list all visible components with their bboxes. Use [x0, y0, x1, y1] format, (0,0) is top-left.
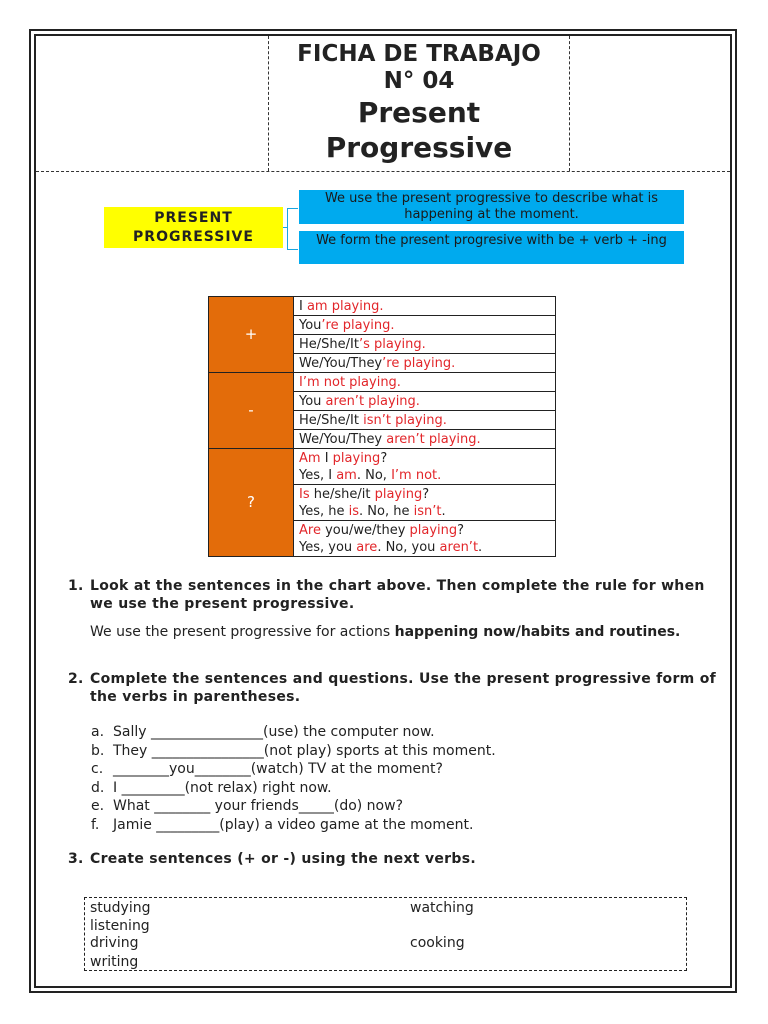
item-text: What ________ your friends_____(do) now? — [113, 798, 404, 814]
cell-highlight: am — [336, 467, 357, 483]
cell-highlight: ’re playing. — [382, 355, 456, 371]
concept-label — [104, 207, 283, 248]
table-row — [209, 449, 556, 485]
exercise-number: 1. — [68, 578, 84, 594]
exercise-text: Complete the sentences and questions. Use the present progressive form of the verbs in parentheses. — [90, 671, 717, 705]
list-item — [91, 723, 496, 742]
cell-text: You — [299, 317, 322, 333]
cell-text: We/You/They — [299, 431, 387, 447]
cell-highlight: Am — [299, 450, 321, 466]
verb-box — [84, 897, 687, 971]
cell-highlight: ’re playing. — [321, 317, 395, 333]
positive-sign: + — [209, 297, 294, 373]
cell-text: . — [478, 539, 483, 555]
cell-text: . No, you — [377, 539, 440, 555]
title-line-1: FICHA DE TRABAJO — [297, 41, 541, 67]
cell-text: Yes, I — [299, 467, 337, 483]
cell-highlight: playing — [332, 450, 381, 466]
cell-highlight: I’m not. — [391, 467, 442, 483]
table-cell — [294, 521, 556, 557]
item-letter: d. — [91, 779, 105, 796]
exercise-text: Create sentences (+ or -) using the next verbs. — [90, 851, 476, 867]
verb-listening: listening — [90, 918, 150, 934]
cell-highlight: aren’t playing. — [325, 393, 420, 409]
list-item — [91, 816, 496, 835]
concept-use-box: We use the present progressive to describe what is happening at the moment. — [299, 190, 684, 224]
item-letter: f. — [91, 816, 100, 833]
question-sign: ? — [209, 449, 294, 557]
title-line-3: Present — [357, 96, 481, 129]
table-cell — [294, 392, 556, 411]
cell-text: We/You/They — [299, 355, 383, 371]
table-cell — [294, 335, 556, 354]
exercise-2-items — [91, 723, 496, 834]
cell-highlight: playing — [409, 522, 458, 538]
item-text: Jamie _________(play) a video game at the moment. — [113, 816, 474, 833]
list-item — [91, 760, 496, 779]
table-cell — [294, 430, 556, 449]
cell-highlight: isn’t playing. — [363, 412, 447, 428]
worksheet-title — [269, 36, 569, 165]
item-letter: b. — [91, 742, 105, 759]
cell-text: I — [299, 298, 307, 314]
verb-driving: driving — [90, 935, 139, 951]
table-cell — [294, 411, 556, 430]
exercise-number: 3. — [68, 851, 84, 867]
cell-text: Yes, you — [299, 539, 357, 555]
item-text: Sally ________________(use) the computer now. — [113, 724, 435, 740]
header-divider-bottom — [36, 171, 730, 172]
cell-highlight: isn’t — [413, 503, 442, 519]
rule-answer: happening now/habits and routines. — [394, 624, 681, 640]
rule-text: We use the present progressive for actions — [90, 624, 395, 640]
cell-highlight: aren’t — [439, 539, 479, 555]
exercise-number: 2. — [68, 671, 84, 687]
item-letter: a. — [91, 724, 105, 740]
table-cell — [294, 354, 556, 373]
cell-highlight: are — [356, 539, 378, 555]
cell-text: Yes, he — [299, 503, 349, 519]
table-row — [209, 297, 556, 316]
concept-form-box: We form the present progresive with be + verb + -ing — [299, 231, 684, 264]
cell-text: he/she/it — [309, 486, 375, 502]
item-letter: e. — [91, 798, 105, 814]
table-cell — [294, 449, 556, 485]
cell-text: . No, — [356, 467, 392, 483]
cell-highlight: ’s playing. — [358, 336, 426, 352]
cell-highlight: Are — [299, 522, 321, 538]
cell-text: ? — [422, 486, 430, 502]
cell-highlight: playing — [374, 486, 423, 502]
verb-writing: writing — [90, 954, 139, 970]
list-item — [91, 779, 496, 798]
cell-highlight: Is — [299, 486, 310, 502]
verb-cooking: cooking — [410, 935, 465, 951]
cell-highlight: is — [348, 503, 360, 519]
verb-watching: watching — [410, 900, 474, 916]
header-divider-right — [569, 36, 570, 171]
item-text: They ________________(not play) sports at this moment. — [113, 742, 496, 759]
table-cell — [294, 485, 556, 521]
list-item — [91, 797, 496, 816]
cell-text: He/She/It — [299, 412, 364, 428]
concept-label-line1: PRESENT — [154, 210, 233, 226]
cell-text: . — [441, 503, 446, 519]
cell-text: you/we/they — [320, 522, 410, 538]
title-line-4: Progressive — [325, 131, 513, 164]
table-cell — [294, 373, 556, 392]
exercise-2-prompt — [68, 670, 728, 710]
cell-highlight: am playing. — [306, 298, 384, 314]
cell-text: You — [299, 393, 326, 409]
verb-studying: studying — [90, 900, 151, 916]
cell-text: He/She/It — [299, 336, 359, 352]
item-text: I _________(not relax) right now. — [113, 779, 332, 796]
table-row — [209, 373, 556, 392]
concept-label-line2: PROGRESSIVE — [133, 229, 254, 245]
grammar-table — [208, 296, 556, 557]
table-cell — [294, 316, 556, 335]
cell-text: ? — [457, 522, 465, 538]
exercise-1-prompt — [68, 577, 728, 617]
cell-highlight: aren’t playing. — [386, 431, 481, 447]
bracket — [287, 208, 298, 250]
negative-sign: - — [209, 373, 294, 449]
table-cell — [294, 297, 556, 316]
exercise-3-prompt — [68, 850, 728, 870]
item-text: ________you________(watch) TV at the moment? — [113, 761, 443, 777]
cell-text: . No, he — [359, 503, 414, 519]
cell-text: I — [320, 450, 333, 466]
cell-text: ? — [380, 450, 388, 466]
list-item — [91, 742, 496, 761]
title-line-2: N° 04 — [383, 68, 455, 94]
cell-highlight: I’m not playing. — [299, 374, 401, 390]
exercise-1-rule — [44, 623, 724, 641]
exercise-text: Look at the sentences in the chart above. Then complete the rule for when we use the present progressive. — [90, 578, 705, 612]
item-letter: c. — [91, 761, 104, 777]
